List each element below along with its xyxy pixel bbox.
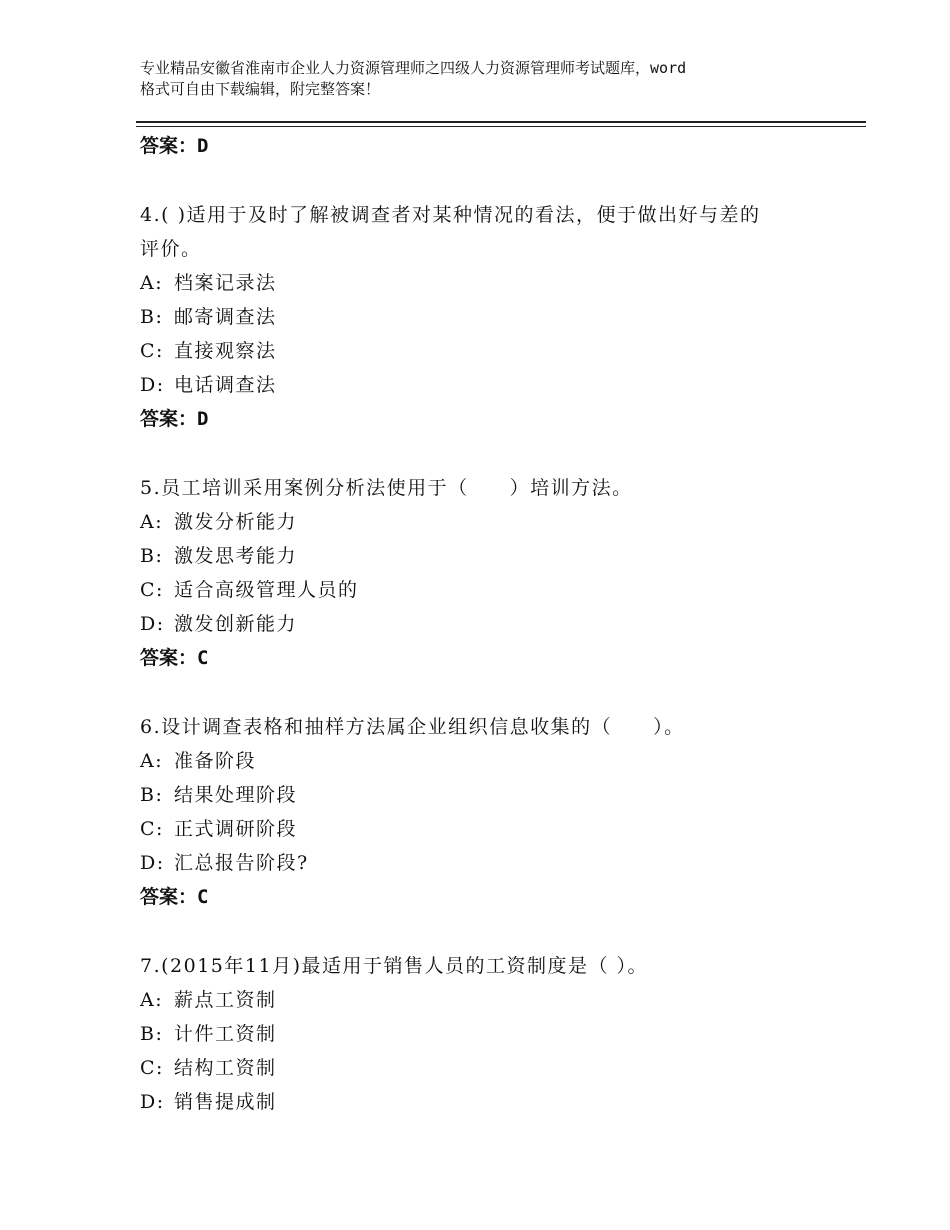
header-line-1: 专业精品安徽省淮南市企业人力资源管理师之四级人力资源管理师考试题库，word xyxy=(140,59,687,77)
option-letter: D: xyxy=(140,1091,165,1113)
option-text: 邮寄调查法 xyxy=(174,306,277,328)
option-letter: C: xyxy=(140,340,164,362)
option-text: 激发思考能力 xyxy=(174,545,298,567)
question-7-stem: 7.(2015年11月)最适用于销售人员的工资制度是（ ）。 xyxy=(140,955,649,977)
option-text: 激发创新能力 xyxy=(174,613,298,635)
question-7-option-a xyxy=(140,985,277,1012)
option-letter: D: xyxy=(140,852,165,874)
question-7-option-c xyxy=(140,1053,277,1080)
option-text: 电话调查法 xyxy=(174,374,277,396)
question-7-option-b xyxy=(140,1019,277,1046)
question-4-answer: 答案：D xyxy=(140,408,209,430)
question-4-option-b xyxy=(140,302,277,329)
option-letter: B: xyxy=(140,784,164,806)
question-4-stem-cont: 评价。 xyxy=(140,238,202,260)
document-header xyxy=(140,58,830,100)
option-letter: D: xyxy=(140,374,165,396)
option-text: 正式调研阶段 xyxy=(174,818,298,840)
question-4-option-c xyxy=(140,336,277,363)
previous-answer: 答案：D xyxy=(140,135,209,157)
option-letter: C: xyxy=(140,579,164,601)
option-letter: B: xyxy=(140,1023,164,1045)
header-divider-thin xyxy=(136,126,866,127)
question-5-option-c xyxy=(140,575,359,602)
option-letter: C: xyxy=(140,818,164,840)
option-text: 激发分析能力 xyxy=(174,511,298,533)
question-6-answer: 答案：C xyxy=(140,886,209,908)
question-5-option-d xyxy=(140,609,297,636)
option-text: 档案记录法 xyxy=(174,272,277,294)
option-text: 销售提成制 xyxy=(174,1091,277,1113)
option-letter: A: xyxy=(140,750,164,772)
question-6-option-b xyxy=(140,780,297,807)
question-4-option-a xyxy=(140,268,277,295)
question-5-option-a xyxy=(140,507,297,534)
option-letter: A: xyxy=(140,511,164,533)
option-letter: B: xyxy=(140,545,164,567)
question-6-stem: 6.设计调查表格和抽样方法属企业组织信息收集的（ ）。 xyxy=(140,716,685,738)
option-letter: C: xyxy=(140,1057,164,1079)
question-7-option-d xyxy=(140,1087,277,1114)
option-text: 计件工资制 xyxy=(174,1023,277,1045)
option-text: 汇总报告阶段? xyxy=(174,852,309,874)
header-line-2: 格式可自由下载编辑，附完整答案！ xyxy=(140,80,381,98)
option-text: 结构工资制 xyxy=(174,1057,277,1079)
question-6-option-d xyxy=(140,848,309,875)
option-letter: D: xyxy=(140,613,165,635)
question-4-stem: 4.( )适用于及时了解被调查者对某种情况的看法，便于做出好与差的 xyxy=(140,204,761,226)
option-letter: B: xyxy=(140,306,164,328)
option-text: 准备阶段 xyxy=(174,750,257,772)
option-letter: A: xyxy=(140,272,164,294)
option-letter: A: xyxy=(140,989,164,1011)
question-6-option-c xyxy=(140,814,297,841)
question-5-answer: 答案：C xyxy=(140,647,209,669)
option-text: 薪点工资制 xyxy=(174,989,277,1011)
option-text: 适合高级管理人员的 xyxy=(174,579,359,601)
header-divider xyxy=(136,121,866,123)
question-6-option-a xyxy=(140,746,256,773)
question-4-option-d xyxy=(140,370,277,397)
question-5-stem: 5.员工培训采用案例分析法使用于（ ）培训方法。 xyxy=(140,477,633,499)
question-5-option-b xyxy=(140,541,297,568)
option-text: 结果处理阶段 xyxy=(174,784,298,806)
option-text: 直接观察法 xyxy=(174,340,277,362)
